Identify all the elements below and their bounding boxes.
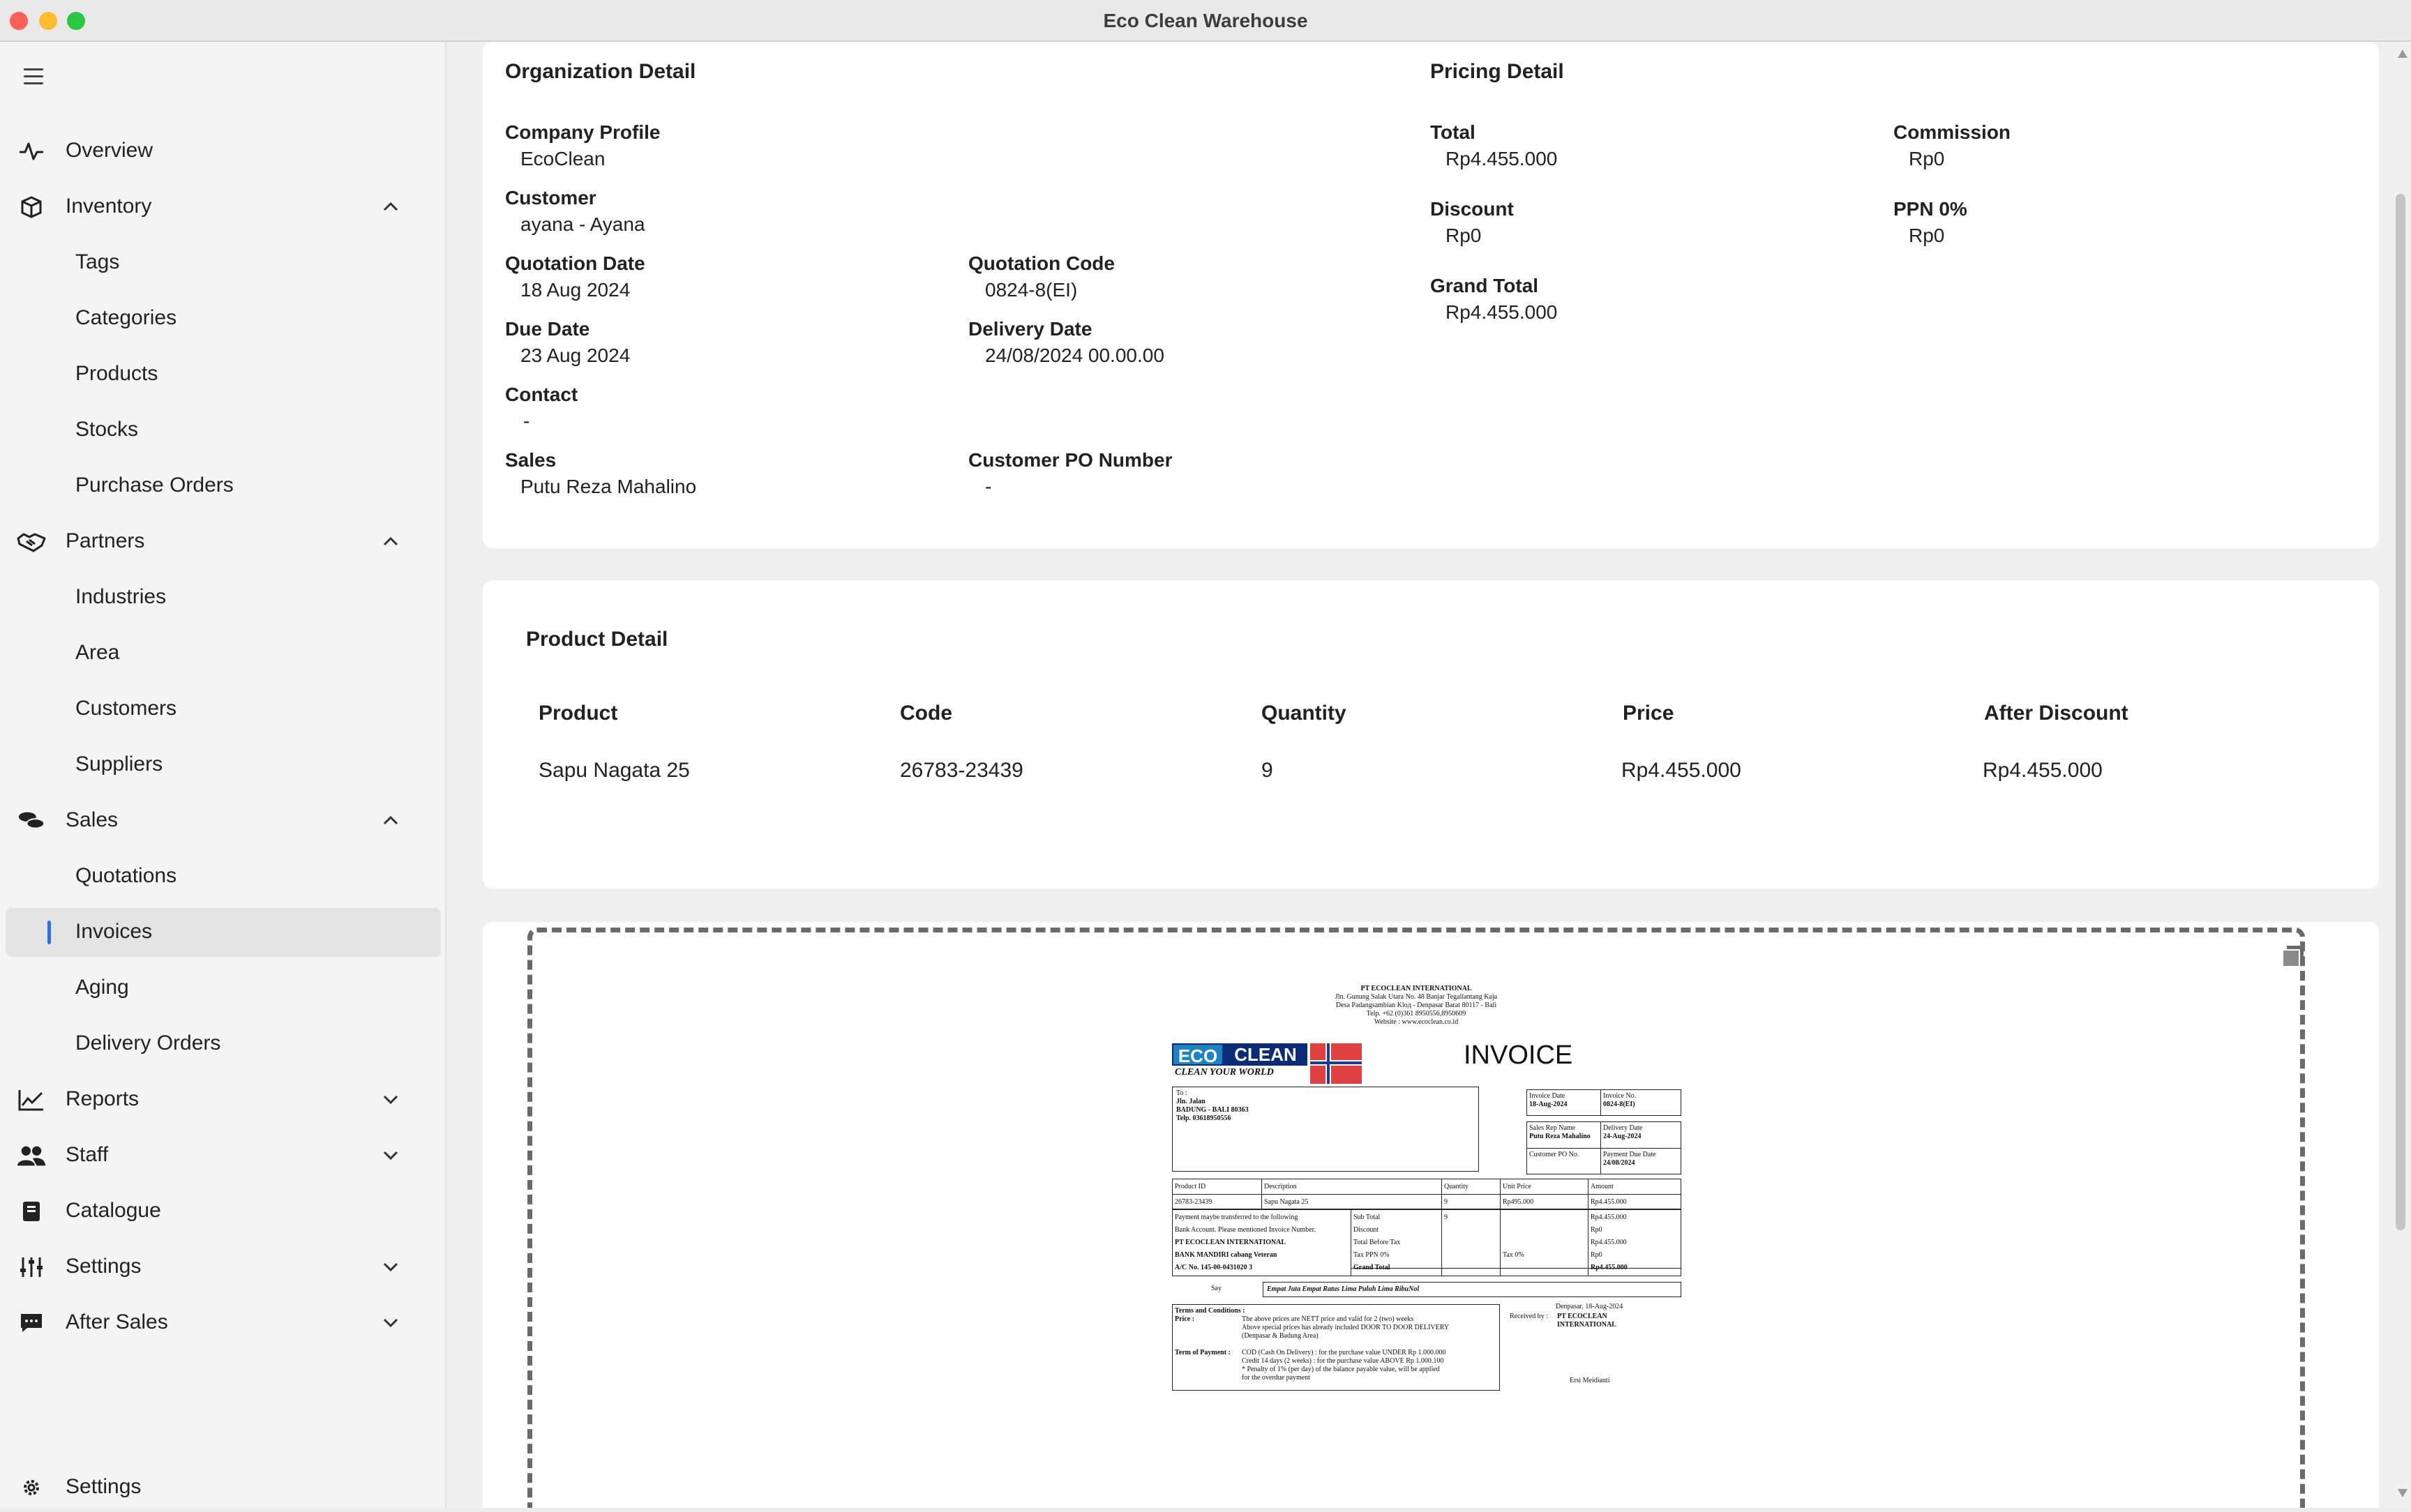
handshake-icon — [17, 530, 46, 554]
book-icon — [17, 1200, 46, 1223]
invoice-no-label: Invoice No. — [1603, 1092, 1637, 1100]
quotation-date-value: 18 Aug 2024 — [520, 279, 631, 301]
activity-icon — [17, 139, 46, 163]
sales-value: Putu Reza Mahalino — [520, 476, 697, 497]
invoice-address2: Desa Padangsambian Kloд - Denpasar Barat 80117 - Bali — [1335, 1001, 1497, 1009]
term-text3: * Penalty of 1% (per day) of the balance payable value, will be applied — [1242, 1366, 1440, 1373]
sidebar-item-label: After Sales — [66, 1310, 168, 1333]
organization-detail-title: Organization Detail — [505, 60, 696, 83]
doc-row-amount: Rp4.455.000 — [1591, 1198, 1627, 1206]
doc-discount-label: Discount — [1353, 1226, 1379, 1234]
pay-line5: A/C No. 145-00-0431020 3 — [1175, 1264, 1253, 1271]
sidebar-item-label: Area — [75, 641, 120, 664]
price-text2: Above special prices has already included DOOR TO DOOR DELIVERY — [1242, 1324, 1450, 1331]
main-content — [446, 42, 2411, 1508]
sidebar-item-delivery-orders[interactable] — [6, 1020, 441, 1068]
company-profile-value: EcoClean — [520, 148, 606, 169]
signer-name: Ersi Meidianti — [1570, 1377, 1610, 1384]
doc-row-qty: 9 — [1444, 1198, 1448, 1206]
ppn-value: Rp0 — [1909, 225, 1945, 246]
place-date: Denpasar, 18-Aug-2024 — [1556, 1303, 1623, 1310]
sidebar-item-staff[interactable] — [0, 1131, 446, 1180]
chevron-up-icon[interactable] — [382, 813, 399, 827]
to-line1: Jln. Jalan — [1176, 1098, 1206, 1105]
chevron-down-icon[interactable] — [382, 1148, 399, 1162]
window-title: Eco Clean Warehouse — [1103, 10, 1308, 31]
sub-total-value: Rp4.455.000 — [1591, 1214, 1627, 1221]
active-indicator — [47, 921, 51, 944]
customer-label: Customer — [505, 187, 596, 209]
sidebar-item-stocks[interactable] — [6, 406, 441, 455]
sidebar-item-label: Delivery Orders — [75, 1031, 221, 1054]
discount-label: Discount — [1430, 198, 1514, 220]
gear-icon — [17, 1476, 46, 1499]
price-label: Price : — [1175, 1315, 1195, 1323]
to-line2: BADUNG - BALI 80363 — [1176, 1106, 1249, 1114]
sales-rep-value: Putu Reza Mahalino — [1529, 1133, 1591, 1140]
logo-flag — [1310, 1043, 1362, 1084]
received-by-label: Received by : — [1510, 1313, 1548, 1320]
cell-after-discount: Rp4.455.000 — [1983, 759, 2103, 782]
sidebar-item-label: Customers — [75, 697, 177, 720]
pay-line1: Payment maybe transferred to the following — [1175, 1214, 1298, 1221]
sidebar-item-tags[interactable] — [6, 239, 441, 287]
sidebar-item-label: Aging — [75, 976, 129, 999]
coins-icon — [17, 809, 46, 833]
product-detail-title: Product Detail — [526, 628, 668, 651]
logo-eco: ECO — [1172, 1043, 1224, 1066]
sidebar-item-area[interactable] — [6, 629, 441, 678]
sidebar-item-label: Stocks — [75, 418, 139, 441]
sidebar-item-label: Suppliers — [75, 753, 163, 776]
sidebar-item-partners[interactable] — [0, 517, 446, 566]
logo-tagline: CLEAN YOUR WORLD — [1175, 1067, 1274, 1078]
column-header-after-discount: After Discount — [1984, 702, 2128, 725]
sidebar-item-industries[interactable] — [6, 573, 441, 622]
chevron-down-icon[interactable] — [382, 1092, 399, 1106]
users-icon — [17, 1144, 46, 1167]
commission-label: Commission — [1893, 121, 2011, 143]
quotation-code-label: Quotation Code — [968, 252, 1115, 274]
invoice-address1: Jln. Gunung Salak Utara No. 48 Banjar Tegallantang Kaja — [1335, 993, 1498, 1001]
doc-delivery-date-value: 24-Aug-2024 — [1603, 1133, 1642, 1140]
sidebar-item-label: Sales — [66, 808, 119, 831]
sidebar-item-label: Settings — [66, 1255, 142, 1278]
sidebar-item-label: Overview — [66, 139, 153, 162]
delivery-date-label: Delivery Date — [968, 318, 1092, 340]
sidebar-item-label: Tags — [75, 250, 120, 273]
sidebar-item-label: Categories — [75, 306, 177, 329]
sidebar-item-sales[interactable] — [0, 796, 446, 845]
cell-product: Sapu Nagata 25 — [539, 759, 690, 782]
total-before-tax-value: Rp4.455.000 — [1591, 1239, 1627, 1246]
doc-row-unit: Rp495.000 — [1503, 1198, 1534, 1206]
sidebar-item-label: Settings — [66, 1475, 142, 1498]
sidebar-item-catalogue[interactable] — [0, 1187, 446, 1236]
customer-po-label: Customer PO Number — [968, 449, 1173, 471]
discount-value: Rp0 — [1445, 225, 1482, 246]
payment-due-value: 24/08/2024 — [1603, 1159, 1635, 1167]
cell-price: Rp4.455.000 — [1621, 759, 1741, 782]
invoice-company: PT ECOCLEAN INTERNATIONAL — [1360, 985, 1472, 992]
sidebar-item-suppliers[interactable] — [6, 741, 441, 789]
doc-row-desc: Sapu Nagata 25 — [1264, 1198, 1309, 1206]
column-header-product: Product — [539, 702, 618, 725]
sub-total-qty: 9 — [1444, 1214, 1448, 1221]
doc-col-amount: Amount — [1591, 1183, 1614, 1190]
invoice-heading: INVOICE — [1464, 1041, 1573, 1070]
sidebar-item-label: Inventory — [66, 195, 152, 218]
sidebar-item-label: Industries — [75, 585, 167, 608]
customer-value: ayana - Ayana — [520, 213, 645, 235]
invoice-to-box — [1172, 1087, 1479, 1172]
invoice-document-image — [1172, 985, 1660, 1445]
grand-total-value: Rp4.455.000 — [1445, 301, 1558, 323]
sliders-icon — [17, 1255, 46, 1279]
column-header-price: Price — [1623, 702, 1674, 725]
chevron-down-icon[interactable] — [382, 1260, 399, 1273]
title-bar — [0, 0, 2411, 42]
total-value: Rp4.455.000 — [1445, 148, 1558, 169]
sidebar-item-label: Catalogue — [66, 1199, 161, 1222]
column-header-quantity: Quantity — [1261, 702, 1346, 725]
invoice-date-value: 18-Aug-2024 — [1529, 1101, 1568, 1108]
sub-total-label: Sub Total — [1353, 1214, 1381, 1221]
invoice-website: Website : www.ecoclean.co.id — [1374, 1018, 1459, 1026]
term-text1: COD (Cash On Delivery) : for the purchase value UNDER Rp 1.000.000 — [1242, 1349, 1446, 1356]
sidebar-item-inventory[interactable] — [0, 183, 446, 232]
terms-label: Terms and Conditions : — [1175, 1307, 1245, 1315]
doc-discount-value: Rp0 — [1591, 1226, 1602, 1234]
pay-line4: BANK MANDIRI cabang Veteran — [1175, 1251, 1277, 1259]
say-value: Empat Juta Empat Ratus Lima Puluh Lima RibuNol — [1267, 1285, 1420, 1293]
tax-value: Rp0 — [1591, 1251, 1602, 1259]
doc-col-description: Description — [1264, 1183, 1297, 1190]
due-date-value: 23 Aug 2024 — [520, 345, 631, 366]
invoice-date-label: Invoice Date — [1529, 1092, 1565, 1100]
product-detail-card — [483, 580, 2379, 889]
contact-value: - — [523, 410, 530, 432]
cell-code: 26783-23439 — [900, 759, 1023, 782]
term-payment-label: Term of Payment : — [1175, 1349, 1231, 1356]
chart-line-icon — [17, 1088, 46, 1112]
term-text4: for the overdue payment — [1242, 1374, 1311, 1382]
sidebar-item-label: Quotations — [75, 864, 177, 887]
box-icon — [17, 195, 46, 219]
total-before-tax-label: Total Before Tax — [1353, 1239, 1401, 1246]
sales-label: Sales — [505, 449, 557, 471]
chevron-up-icon[interactable] — [382, 199, 399, 213]
doc-col-unit-price: Unit Price — [1503, 1183, 1531, 1190]
pricing-detail-title: Pricing Detail — [1430, 60, 1564, 83]
due-date-label: Due Date — [505, 318, 590, 340]
message-icon — [17, 1311, 46, 1335]
sidebar-item-bottom-settings[interactable] — [0, 1463, 446, 1512]
sidebar-item-label: Reports — [66, 1087, 140, 1110]
grand-total-label: Grand Total — [1430, 275, 1539, 296]
sidebar — [0, 42, 446, 1508]
sidebar-item-aging[interactable] — [6, 964, 441, 1013]
doc-grand-total-value: Rp4.455.000 — [1591, 1264, 1628, 1271]
to-line3: Telp. 03618950556 — [1176, 1114, 1231, 1122]
menu-toggle-icon[interactable] — [24, 68, 43, 89]
price-text3: (Denpasar & Badung Area) — [1242, 1332, 1319, 1340]
sidebar-item-settings[interactable] — [0, 1243, 446, 1292]
sidebar-item-purchase-orders[interactable] — [6, 462, 441, 511]
say-label: Say — [1211, 1285, 1222, 1292]
received-by-value: PT ECOCLEAN INTERNATIONAL — [1557, 1313, 1616, 1329]
price-text1: The above prices are NETT price and valid for 2 (two) weeks — [1242, 1315, 1414, 1323]
tax-label2: Tax 0% — [1503, 1251, 1524, 1259]
term-text2: Credit 14 days (2 weeks) : for the purchase value ABOVE Rp 1.000.100 — [1242, 1357, 1444, 1365]
doc-delivery-date-label: Delivery Date — [1603, 1124, 1643, 1132]
customer-po-value: - — [985, 476, 992, 497]
sidebar-item-categories[interactable] — [6, 294, 441, 343]
sidebar-item-products[interactable] — [6, 350, 441, 399]
sidebar-item-customers[interactable] — [6, 685, 441, 734]
doc-col-product-id: Product ID — [1175, 1183, 1206, 1190]
pay-line3: PT ECOCLEAN INTERNATIONAL — [1175, 1239, 1286, 1246]
total-label: Total — [1430, 121, 1475, 143]
commission-value: Rp0 — [1909, 148, 1945, 169]
copy-icon[interactable] — [2281, 944, 2305, 968]
sidebar-item-label: Partners — [66, 529, 145, 552]
logo-clean: CLEAN — [1224, 1043, 1307, 1066]
pay-line2: Bank Account. Please mentioned Invoice Number. — [1175, 1226, 1316, 1234]
sidebar-item-label: Products — [75, 362, 158, 385]
payment-due-label: Payment Due Date — [1603, 1151, 1656, 1158]
invoice-no-value: 0824-8(EI) — [1603, 1101, 1635, 1108]
ppn-label: PPN 0% — [1893, 198, 1967, 220]
cell-quantity: 9 — [1261, 759, 1273, 782]
sales-rep-label: Sales Rep Name — [1529, 1124, 1576, 1132]
sidebar-item-reports[interactable] — [0, 1075, 446, 1124]
to-label: To : — [1176, 1089, 1187, 1097]
doc-col-quantity: Quantity — [1444, 1183, 1469, 1190]
delivery-date-value: 24/08/2024 00.00.00 — [985, 345, 1164, 366]
quotation-code-value: 0824-8(EI) — [985, 279, 1078, 301]
sidebar-item-overview[interactable] — [0, 127, 446, 176]
sidebar-item-label: Purchase Orders — [75, 474, 234, 497]
sidebar-item-quotations[interactable] — [6, 852, 441, 901]
company-profile-label: Company Profile — [505, 121, 661, 143]
doc-grand-total-label: Grand Total — [1353, 1264, 1390, 1271]
scrollbar-thumb[interactable] — [2396, 194, 2405, 1230]
doc-row-id: 26783-23439 — [1175, 1198, 1212, 1206]
tax-ppn-label: Tax PPN 0% — [1353, 1251, 1390, 1259]
chevron-down-icon[interactable] — [382, 1315, 399, 1329]
column-header-code: Code — [900, 702, 952, 725]
ecoclean-logo — [1172, 1043, 1362, 1084]
contact-label: Contact — [505, 384, 578, 405]
sidebar-item-invoices[interactable] — [6, 908, 441, 957]
sidebar-item-after-sales[interactable] — [0, 1299, 446, 1347]
sidebar-item-label: Invoices — [75, 920, 153, 943]
quotation-date-label: Quotation Date — [505, 252, 645, 274]
sidebar-item-label: Staff — [66, 1143, 109, 1166]
doc-customer-po-label: Customer PO No. — [1529, 1151, 1579, 1158]
invoice-phone: Telp. +62 (0)361 8950556,8950609 — [1366, 1010, 1466, 1018]
chevron-up-icon[interactable] — [382, 534, 399, 548]
